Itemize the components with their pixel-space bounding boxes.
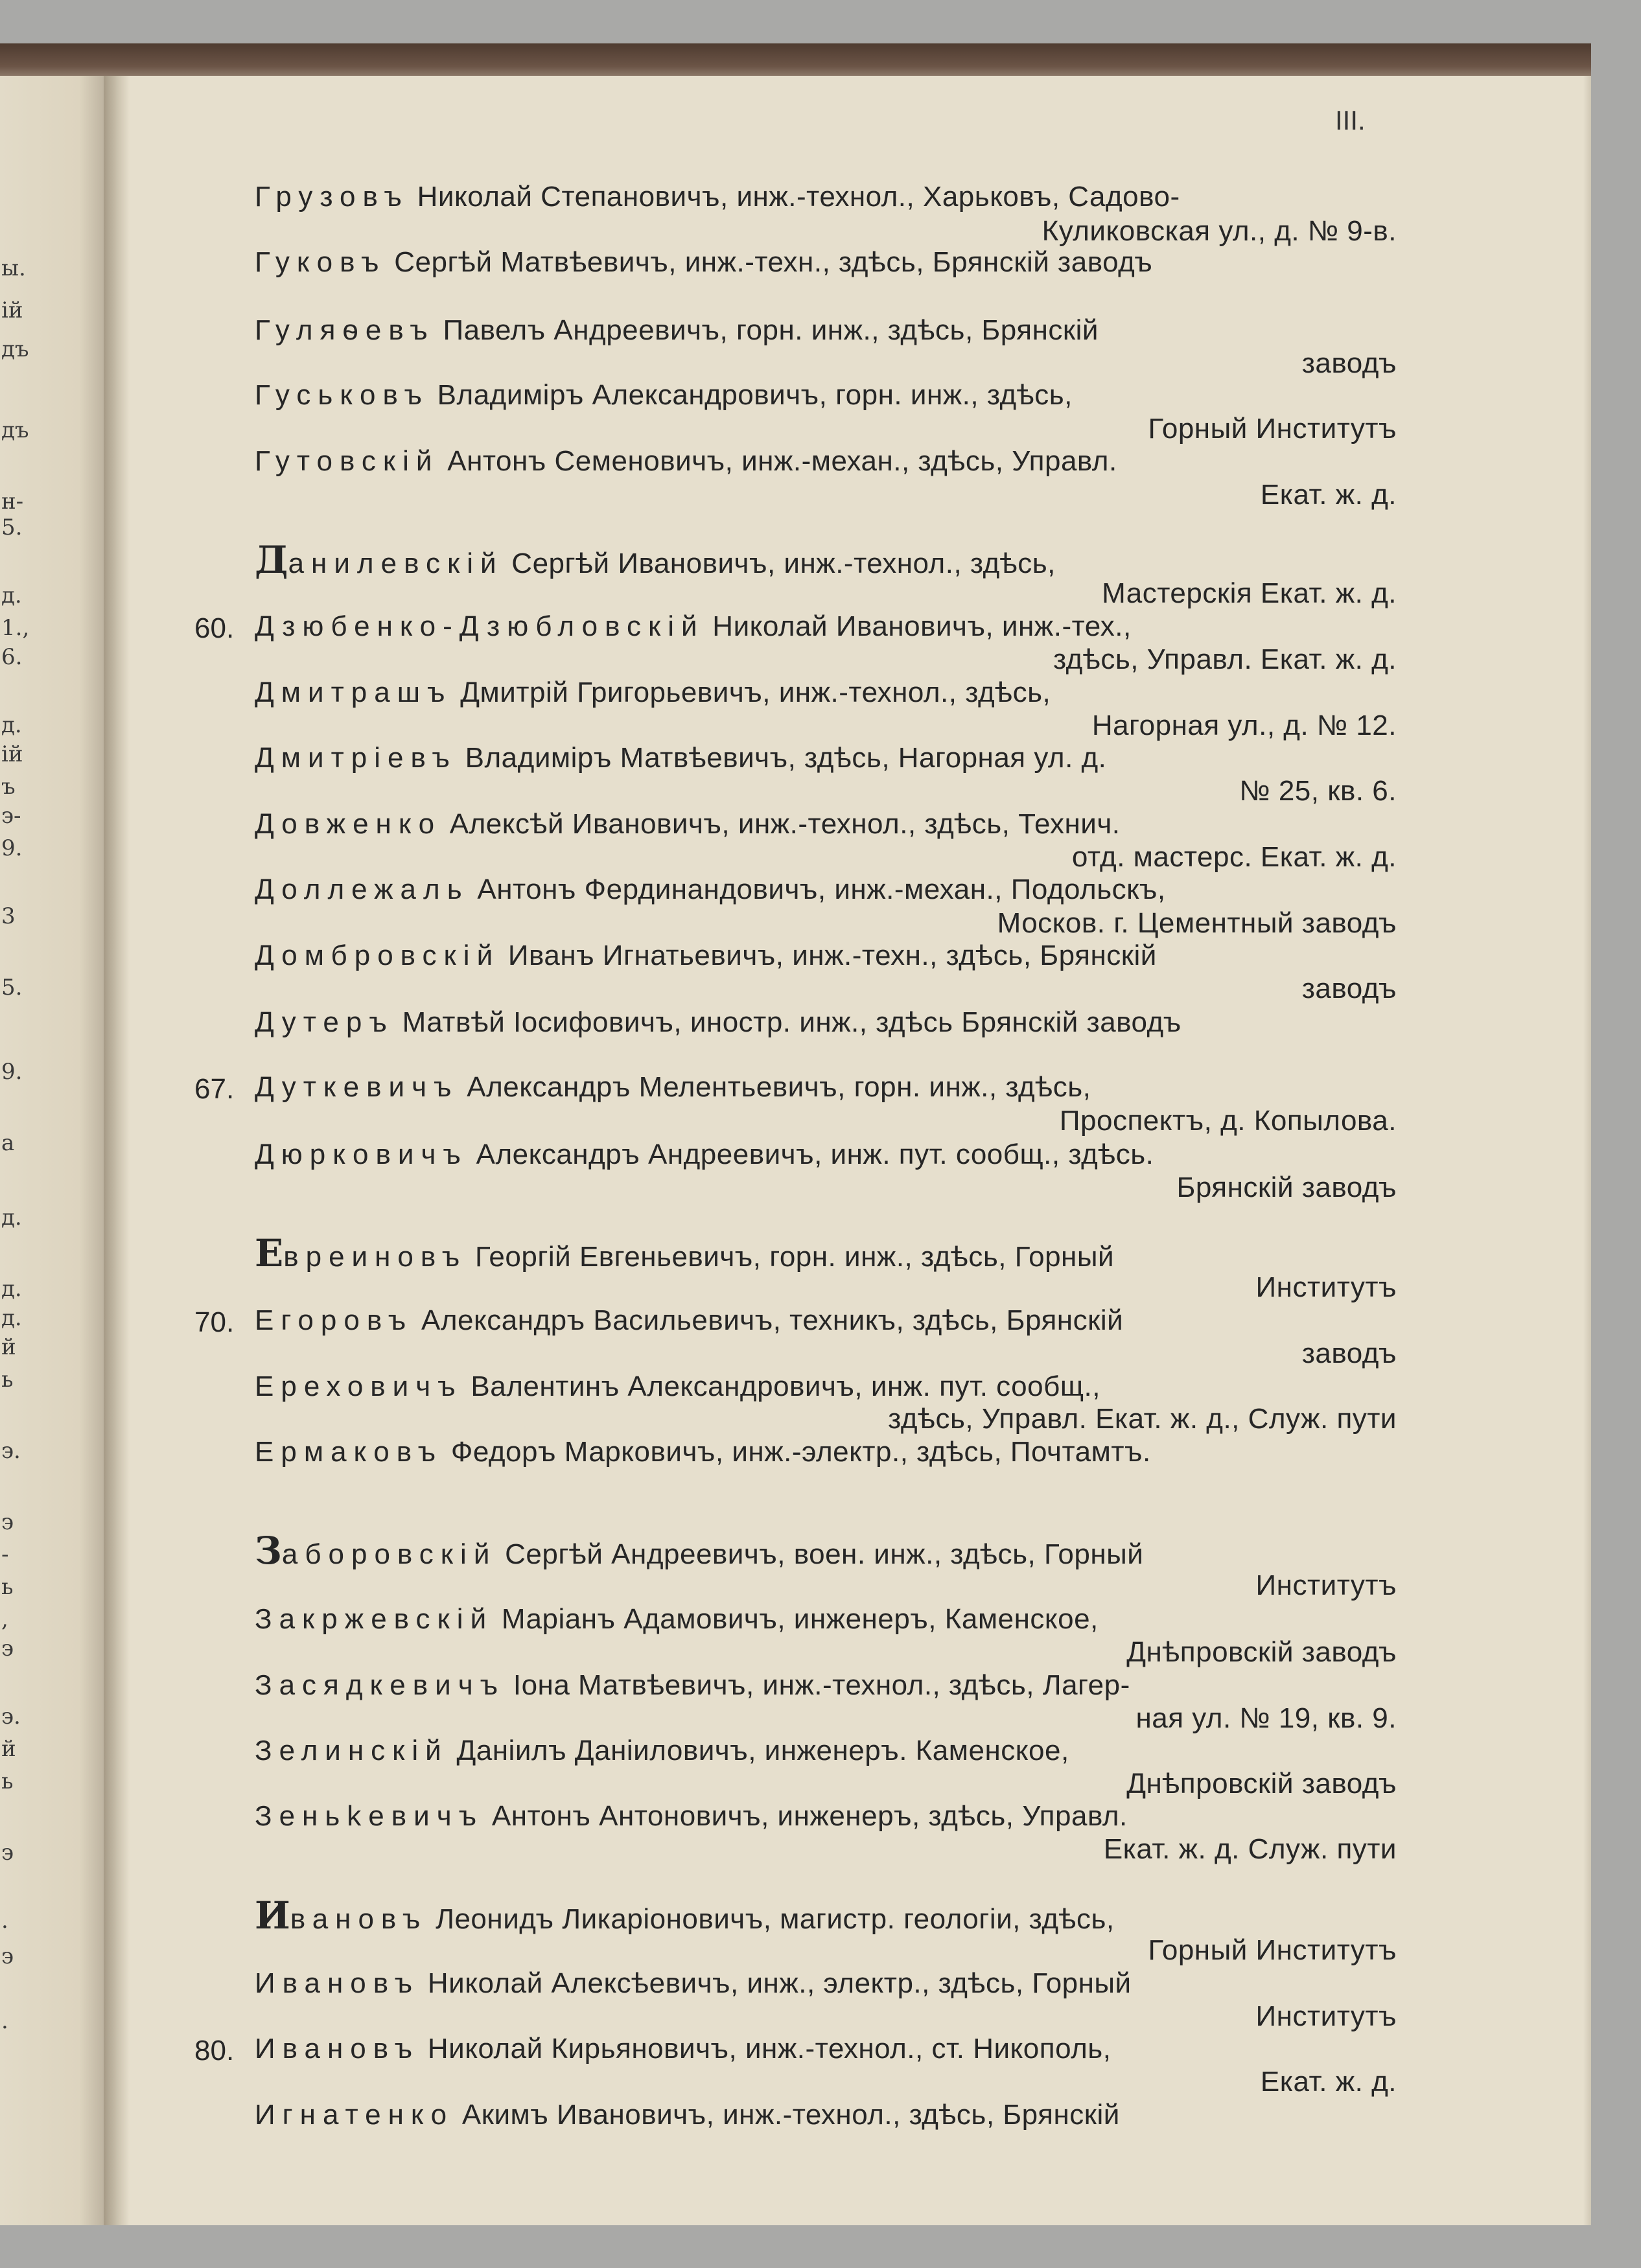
- left-page-text-fragment: э.: [1, 1704, 21, 1730]
- entry-continuation: отд. мастерс. Екат. ж. д.: [1071, 841, 1397, 873]
- entry-surname: Зелинскій: [255, 1735, 448, 1766]
- entry-surname: Ермаковъ: [255, 1436, 443, 1468]
- entry-surname: аборовскій: [281, 1538, 497, 1570]
- entry-surname: Засядкевичъ: [255, 1669, 506, 1701]
- entry-details: Антонъ Фердинандовичъ, инж.-механ., Подольскъ,: [469, 874, 1166, 905]
- entry-surname: Егоровъ: [255, 1304, 413, 1336]
- entry-surname: Домбровскій: [255, 940, 500, 971]
- entry-continuation: заводъ: [1301, 973, 1397, 1004]
- entry-surname: Ивановъ: [255, 1967, 420, 1999]
- section-initial: З: [255, 1529, 282, 1573]
- entry-line: [255, 612, 1132, 641]
- left-page-text-fragment: д.: [1, 1305, 22, 1331]
- entry-details: Іона Матвѣевичъ, инж.-технол., здѣсь, Лагер-: [505, 1669, 1130, 1701]
- entry-line: [255, 1671, 1130, 1700]
- left-page-text-fragment: ъ: [1, 774, 16, 800]
- entry-details: Антонъ Семеновичъ, инж.-механ., здѣсь, Управл.: [439, 445, 1117, 477]
- left-page-text-fragment: д.: [1, 583, 22, 608]
- entry-continuation: здѣсь, Управл. Екат. ж. д., Служ. пути: [888, 1403, 1397, 1435]
- entry-surname: Дюрковичъ: [255, 1139, 468, 1170]
- left-page-text-fragment: й: [1, 1334, 16, 1360]
- entry-details: Акимъ Ивановичъ, инж.-технол., здѣсь, Брянскій: [454, 2099, 1120, 2131]
- entry-line: [255, 1231, 1115, 1275]
- left-page-text-fragment: .: [1, 1908, 8, 1934]
- left-page-text-fragment: ,: [1, 1606, 8, 1632]
- left-page-text-fragment: 3: [1, 903, 16, 929]
- entry-continuation: Брянскій заводъ: [1176, 1172, 1397, 1203]
- entry-surname: Гуляѳевъ: [255, 314, 435, 346]
- left-page-text-fragment: э: [1, 1840, 14, 1866]
- entry-line: [255, 1737, 1069, 1765]
- entry-number: 60.: [194, 612, 235, 644]
- entry-details: Федоръ Марковичъ, инж.-электр., здѣсь, Почтамтъ.: [443, 1436, 1151, 1468]
- entry-details: Александръ Васильевичъ, техникъ, здѣсь, Брянскій: [413, 1304, 1124, 1336]
- entry-details: Леонидъ Ликаріоновичъ, магистр. геологіи, здѣсь,: [427, 1903, 1115, 1935]
- entry-details: Николай Ивановичъ, инж.-тех.,: [704, 610, 1132, 642]
- entry-line: [255, 1073, 1091, 1102]
- section-initial: Д: [255, 538, 288, 582]
- entry-details: Даніилъ Даніиловичъ, инженеръ. Каменское,: [448, 1735, 1069, 1766]
- entry-continuation: Горный Институтъ: [1148, 413, 1397, 445]
- left-page-text-fragment: д.: [1, 1205, 22, 1231]
- entry-continuation: Институтъ: [1255, 1569, 1397, 1601]
- left-page-text-fragment: дъ: [1, 417, 29, 443]
- entry-line: [255, 744, 1106, 772]
- left-page-text-fragment: 6.: [1, 644, 23, 670]
- entry-surname: Грузовъ: [255, 181, 409, 213]
- entry-surname: Дутеръ: [255, 1006, 394, 1038]
- entry-surname: Зеньkевичъ: [255, 1800, 484, 1832]
- entry-surname: Ереховичъ: [255, 1371, 463, 1402]
- entry-continuation: Горный Институтъ: [1148, 1934, 1397, 1966]
- entry-line: [255, 1529, 1144, 1573]
- entry-details: Георгій Евгеньевичъ, горн. инж., здѣсь, Горный: [467, 1241, 1115, 1273]
- left-page-text-fragment: 9.: [1, 835, 23, 861]
- entry-surname: Гуськовъ: [255, 379, 429, 411]
- entry-continuation: Институтъ: [1255, 1271, 1397, 1303]
- left-page-text-fragment: 5.: [1, 515, 23, 540]
- entry-continuation: Проспектъ, д. Копылова.: [1059, 1105, 1397, 1137]
- entry-surname: вановъ: [290, 1903, 428, 1935]
- entry-line: [255, 1306, 1123, 1335]
- left-page-text-fragment: д.: [1, 1276, 22, 1302]
- entry-surname: Дмитріевъ: [255, 742, 457, 774]
- entry-surname: Дмитрашъ: [255, 677, 452, 708]
- entry-surname: анилевскій: [288, 548, 504, 579]
- entry-details: Матвѣй Іосифовичъ, иностр. инж., здѣсь Брянскій заводъ: [393, 1006, 1181, 1038]
- entry-continuation: Куликовская ул., д. № 9-в.: [1042, 215, 1397, 247]
- page-number: III.: [1335, 105, 1366, 135]
- entry-line: [255, 1893, 1115, 1938]
- entry-continuation: Нагорная ул., д. № 12.: [1091, 710, 1397, 741]
- entry-continuation: здѣсь, Управл. Екат. ж. д.: [1053, 643, 1397, 675]
- entry-details: Николай Алексѣевичъ, инж., электр., здѣсь, Горный: [419, 1967, 1132, 1999]
- entry-continuation: Екат. ж. д.: [1260, 2066, 1397, 2098]
- entry-number: 70.: [194, 1306, 235, 1338]
- left-page-text-fragment: 5.: [1, 975, 23, 1001]
- entry-details: Николай Степановичъ, инж.-технол., Харьковъ, Садово-: [408, 181, 1180, 213]
- entry-line: [255, 1008, 1181, 1037]
- entry-details: Сергѣй Матвѣевичъ, инж.-техн., здѣсь, Брянскій заводъ: [386, 246, 1153, 278]
- entry-line: [255, 2101, 1120, 2129]
- entry-surname: вреиновъ: [283, 1241, 467, 1273]
- scanned-page-spread: [0, 43, 1591, 2225]
- entry-line: [255, 1605, 1099, 1634]
- left-page-text-fragment: ь: [1, 1768, 14, 1794]
- left-page-text-fragment: 1.,: [1, 615, 30, 641]
- entry-line: [255, 447, 1117, 476]
- entry-line: [255, 1438, 1151, 1466]
- entry-line: [255, 810, 1121, 839]
- entry-continuation: Институтъ: [1255, 2000, 1397, 2032]
- left-page-text-fragment: дъ: [1, 336, 29, 362]
- entry-continuation: Екат. ж. д. Служ. пути: [1103, 1833, 1397, 1865]
- entry-line: [255, 1372, 1100, 1401]
- entry-details: Валентинъ Александровичъ, инж. пут. сообщ.,: [462, 1371, 1100, 1402]
- entry-continuation: ная ул. № 19, кв. 9.: [1135, 1702, 1397, 1734]
- entry-continuation: № 25, кв. 6.: [1239, 775, 1397, 807]
- entry-continuation: Москов. г. Цементный заводъ: [997, 907, 1397, 939]
- entry-continuation: заводъ: [1301, 1337, 1397, 1369]
- left-page-text-fragment: э: [1, 1636, 14, 1661]
- entry-surname: Дзюбенко-Дзюбловскій: [255, 610, 704, 642]
- entry-line: [255, 1140, 1154, 1169]
- left-page-text-fragment: ій: [1, 741, 23, 767]
- entry-details: Александръ Андреевичъ, инж. пут. сообщ., здѣсь.: [467, 1139, 1154, 1170]
- entry-continuation: Мастерскія Екат. ж. д.: [1102, 577, 1397, 609]
- entry-surname: Дуткевичъ: [255, 1071, 459, 1103]
- left-page-text-fragment: .: [1, 2008, 8, 2034]
- entry-details: Павелъ Андреевичъ, горн. инж., здѣсь, Брянскій: [434, 314, 1099, 346]
- entry-details: Дмитрій Григорьевичъ, инж.-технол., здѣсь,: [452, 677, 1051, 708]
- entry-line: [255, 381, 1073, 410]
- entry-continuation: Днѣпровскій заводъ: [1126, 1636, 1397, 1668]
- entry-surname: Довженко: [255, 808, 442, 840]
- left-page-text-fragment: -: [1, 1542, 9, 1568]
- entry-continuation: Екат. ж. д.: [1260, 479, 1397, 511]
- entry-continuation: Днѣпровскій заводъ: [1126, 1768, 1397, 1799]
- entry-surname: Игнатенко: [255, 2099, 454, 2131]
- left-page-text-fragment: а: [1, 1130, 15, 1156]
- left-page-text-fragment: н-: [1, 489, 24, 515]
- entry-line: [255, 316, 1099, 345]
- left-page-text-fragment: й: [1, 1736, 16, 1762]
- entry-surname: Гуковъ: [255, 246, 386, 278]
- entry-details: Владиміръ Матвѣевичъ, здѣсь, Нагорная ул. д.: [456, 742, 1107, 774]
- section-initial: Е: [255, 1231, 284, 1275]
- left-page-text-fragment: ы.: [1, 255, 26, 281]
- entry-details: Владиміръ Александровичъ, горн. инж., здѣсь,: [428, 379, 1073, 411]
- left-page-text-fragment: ь: [1, 1574, 14, 1600]
- entry-line: [255, 183, 1180, 211]
- left-page-text-fragment: э: [1, 1509, 14, 1535]
- entry-continuation: заводъ: [1301, 347, 1397, 379]
- entry-line: [255, 942, 1157, 970]
- entry-line: [255, 248, 1152, 277]
- left-page-text-fragment: ій: [1, 297, 23, 323]
- entry-details: Алексѣй Ивановичъ, инж.-технол., здѣсь, Технич.: [441, 808, 1121, 840]
- entry-line: [255, 875, 1166, 904]
- entry-details: Маріанъ Адамовичъ, инженеръ, Каменское,: [493, 1603, 1099, 1635]
- entry-number: 67.: [194, 1073, 235, 1105]
- entry-surname: Гутовскій: [255, 445, 439, 477]
- entry-line: [255, 1969, 1132, 1998]
- entry-number: 80.: [194, 2035, 235, 2066]
- entry-details: Александръ Мелентьевичъ, горн. инж., здѣсь,: [458, 1071, 1091, 1103]
- entry-details: Антонъ Антоновичъ, инженеръ, здѣсь, Управл.: [483, 1800, 1128, 1832]
- left-page-text-fragment: ь: [1, 1367, 14, 1393]
- entry-line: [255, 538, 1056, 582]
- left-page-text-fragment: э-: [1, 803, 21, 829]
- directory-entries: [0, 43, 1591, 2225]
- entry-line: [255, 678, 1051, 707]
- left-page-text-fragment: д.: [1, 712, 22, 738]
- section-initial: И: [255, 1893, 290, 1938]
- entry-surname: Закржевскій: [255, 1603, 494, 1635]
- entry-details: Николай Кирьяновичъ, инж.-технол., ст. Никополь,: [419, 2033, 1111, 2065]
- entry-surname: Ивановъ: [255, 2033, 420, 2065]
- entry-details: Сергѣй Андреевичъ, воен. инж., здѣсь, Горный: [496, 1538, 1144, 1570]
- entry-line: [255, 1802, 1128, 1831]
- left-page-text-fragment: э: [1, 1943, 14, 1969]
- entry-details: Иванъ Игнатьевичъ, инж.-техн., здѣсь, Брянскій: [500, 940, 1157, 971]
- entry-line: [255, 2035, 1111, 2063]
- left-page-text-fragment: э.: [1, 1438, 21, 1464]
- entry-surname: Доллежаль: [255, 874, 469, 905]
- entry-details: Сергѣй Ивановичъ, инж.-технол., здѣсь,: [503, 548, 1056, 579]
- left-page-text-fragment: 9.: [1, 1059, 23, 1085]
